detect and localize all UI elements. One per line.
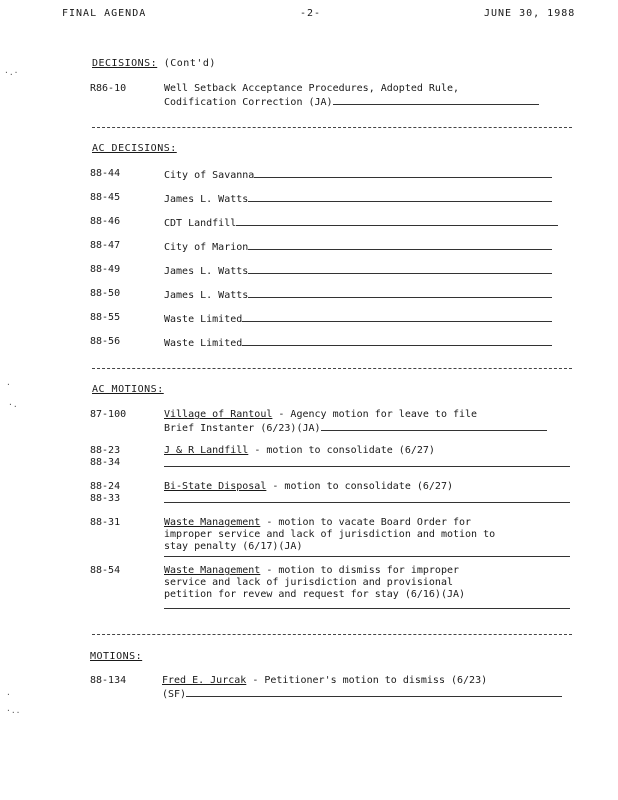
ac-decision-name: CDT Landfill [164,218,237,229]
ac-motion-desc: - motion to vacate Board Order for [260,517,472,528]
section-title-motions [90,651,142,662]
ac-decision-name: Waste Limited [164,314,243,325]
scan-mark: · [6,690,11,699]
ac-decision-entry [164,192,552,205]
ac-motion-number: 88-31 [90,517,121,528]
ac-motion-line1 [164,481,453,492]
ac-decision-number: 88-56 [90,336,121,347]
ac-motion-party: Bi-State Disposal [164,481,267,492]
signature-line [248,192,552,202]
ac-motion-line1 [164,517,471,528]
section-title-decisions [92,58,216,69]
ac-motion-desc: - motion to dismiss for improper [260,565,460,576]
ac-decision-name: Waste Limited [164,338,243,349]
section-title-ac-decisions [92,143,177,154]
scan-mark: ·.. [6,706,21,715]
section-title-ac-motions [92,384,164,395]
ac-motion-line2: improper service and lack of jurisdiction and motion to [164,529,496,540]
ac-motion-line3: stay penalty (6/17)(JA) [164,541,303,552]
ac-motion-desc: Brief Instanter (6/23)(JA) [164,423,321,434]
scan-mark: ·.· [4,68,19,77]
ac-motion-line2: service and lack of jurisdiction and provisional [164,577,453,588]
ac-motion-number-2: 88-34 [90,457,121,468]
decisions-title-suffix: (Cont'd) [157,58,216,69]
ac-decision-entry [164,288,552,301]
ac-motion-number: 88-23 [90,445,121,456]
ac-motion-line1 [164,565,459,576]
motion-number: 88-134 [90,675,127,686]
ac-motion-desc: - motion to consolidate (6/27) [266,481,453,492]
item-description-line2 [164,95,539,108]
ac-decision-number: 88-49 [90,264,121,275]
ac-motion-line2 [164,493,570,506]
page-number: -2- [300,8,322,19]
ac-decision-number: 88-47 [90,240,121,251]
separator-rule [92,634,572,635]
ac-motion-number: 88-24 [90,481,121,492]
ac-decisions-title: AC DECISIONS: [92,143,177,154]
signature-line [164,556,570,557]
separator-rule [92,127,572,128]
motion-party: Fred E. Jurcak [162,675,247,686]
item-description: Well Setback Acceptance Procedures, Adopted Rule, [164,83,460,94]
motion-desc: (SF) [162,689,187,700]
ac-motion-line2 [164,457,570,470]
signature-line [248,264,552,274]
ac-motion-party: Waste Management [164,565,261,576]
ac-decision-number: 88-50 [90,288,121,299]
motions-title: MOTIONS: [90,651,143,662]
ac-decision-name: James L. Watts [164,266,249,277]
ac-decision-entry [164,216,558,229]
motion-line1 [162,675,487,686]
signature-line [164,608,570,609]
ac-decision-entry [164,240,552,253]
ac-motion-party: Waste Management [164,517,261,528]
ac-decision-name: City of Marion [164,242,249,253]
scan-mark: ·. [8,400,18,409]
signature-line [321,421,547,431]
signature-line [236,216,558,226]
motion-line2 [162,687,562,700]
ac-motion-number: 88-54 [90,565,121,576]
item-number: R86-10 [90,83,127,94]
ac-decision-name: James L. Watts [164,194,249,205]
signature-line [186,687,562,697]
ac-decision-number: 88-45 [90,192,121,203]
ac-motion-line2 [164,421,547,434]
signature-line [333,95,539,105]
ac-motion-line1 [164,445,435,456]
ac-motion-line3: petition for revew and request for stay (6/16)(JA) [164,589,466,600]
ac-decision-entry [164,168,552,181]
ac-motion-party: Village of Rantoul [164,409,273,420]
ac-motions-title: AC MOTIONS: [92,384,164,395]
ac-decision-name: City of Savanna [164,170,255,181]
ac-motion-desc: - motion to consolidate (6/27) [248,445,435,456]
ac-decision-name: James L. Watts [164,290,249,301]
ac-decision-number: 88-46 [90,216,121,227]
ac-motion-number: 87-100 [90,409,127,420]
ac-decision-number: 88-44 [90,168,121,179]
signature-line [242,312,552,322]
ac-decision-number: 88-55 [90,312,121,323]
ac-motion-desc: - Agency motion for leave to file [272,409,478,420]
signature-line [164,457,570,467]
ac-decision-entry [164,312,552,325]
signature-line [248,288,552,298]
ac-motion-party: J & R Landfill [164,445,249,456]
separator-rule [92,368,572,369]
signature-line [254,168,552,178]
motion-desc: - Petitioner's motion to dismiss (6/23) [246,675,488,686]
signature-line [242,336,552,346]
ac-motion-line1 [164,409,477,420]
header-left: FINAL AGENDA [62,8,147,19]
header-date: JUNE 30, 1988 [484,8,576,19]
signature-line [164,493,570,503]
signature-line [248,240,552,250]
ac-motion-number-2: 88-33 [90,493,121,504]
ac-decision-entry [164,336,552,349]
scan-mark: · [6,380,11,389]
item-description-text: Codification Correction (JA) [164,97,333,108]
decisions-title: DECISIONS: [92,58,158,69]
ac-decision-entry [164,264,552,277]
